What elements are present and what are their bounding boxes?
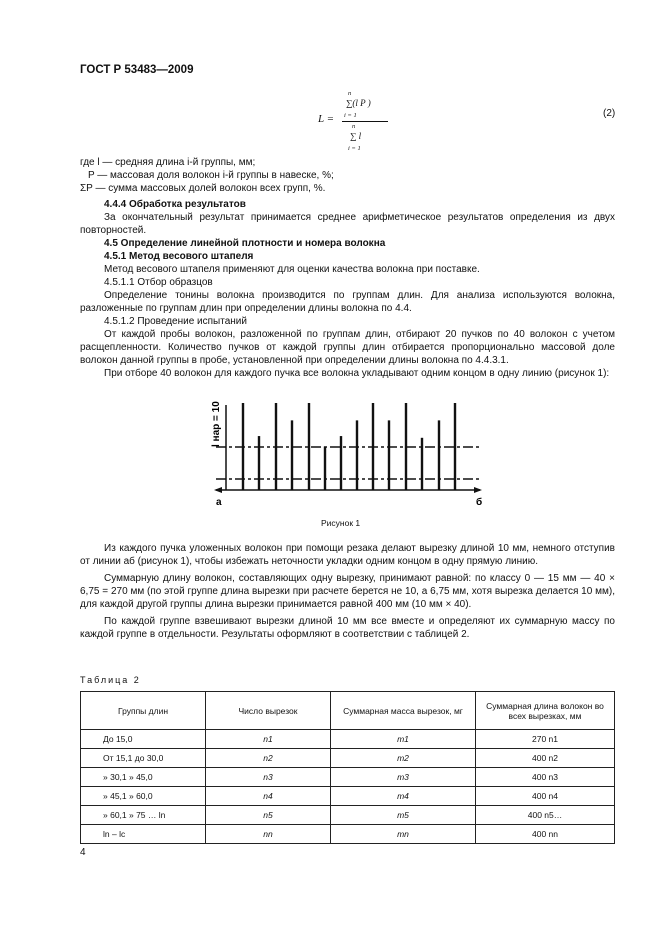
formula-number: (2)	[603, 108, 616, 119]
label-b: б	[476, 497, 483, 508]
column-header: Суммарная длина волокон во всех вырезках, мм	[476, 692, 615, 730]
table-cell: До 15,0	[81, 730, 206, 749]
formula-denominator-lower-limit: i = 1	[348, 145, 361, 152]
table-cell: 400 n5…	[476, 806, 615, 825]
paragraph: Из каждого пучка уложенных волокон при помощи резака делают вырезку длиной 10 мм, немного отступив от линии аб (рисунок 1), чтобы избежать неточности укладки одним концом в одну прямую линию.	[80, 543, 615, 567]
table-cell: » 45,1 » 60,0	[81, 787, 206, 806]
table-cell: mn	[331, 825, 476, 844]
where-item: P — массовая доля волокон i-й группы в навеске, %;	[88, 170, 334, 181]
table-caption: Таблица 2	[80, 675, 141, 685]
table-cell: m1	[331, 730, 476, 749]
table-cell: m4	[331, 787, 476, 806]
formula-numerator-lower-limit: i = 1	[344, 112, 357, 119]
label-a: а	[216, 497, 222, 508]
paragraph: Метод весового штапеля применяют для оценки качества волокна при поставке.	[104, 264, 480, 275]
column-header: Число вырезок	[206, 692, 331, 730]
column-header: Суммарная масса вырезок, мг	[331, 692, 476, 730]
paragraph: За окончательный результат принимается среднее арифметическое результатов определения из двух повторностей.	[80, 212, 615, 236]
table-cell: 400 nn	[476, 825, 615, 844]
page-number: 4	[80, 847, 86, 858]
formula-lhs: L =	[318, 113, 335, 125]
formula-denominator: ∑ l	[350, 131, 362, 141]
section-title: 4.4.4 Обработка результатов	[104, 199, 246, 210]
table-cell: 400 n4	[476, 787, 615, 806]
table-cell: » 60,1 » 75 … ln	[81, 806, 206, 825]
table-header-row	[81, 692, 615, 730]
table-cell: 400 n2	[476, 749, 615, 768]
where-item: где l — средняя длина i-й группы, мм;	[80, 157, 256, 168]
paragraph: Определение тонины волокна производится по группам длин. Для анализа используются волокна, разложенные по группам длин при определении длины волокна по 4.4.	[80, 290, 615, 314]
formula-numerator: ∑(l P )	[346, 98, 371, 108]
arrow-left-icon	[214, 487, 222, 493]
table-cell: nn	[206, 825, 331, 844]
table-cell: n1	[206, 730, 331, 749]
table-row	[81, 825, 615, 844]
table-cell: n2	[206, 749, 331, 768]
formula-denominator-upper-limit: n	[352, 123, 356, 130]
table-row	[81, 806, 615, 825]
section-title: 4.5.1.2 Проведение испытаний	[104, 316, 247, 327]
table-cell: 270 n1	[476, 730, 615, 749]
arrow-right-icon	[474, 487, 482, 493]
where-item: ΣP — сумма массовых долей волокон всех групп, %.	[80, 183, 326, 194]
formula-numerator-upper-limit: n	[348, 90, 352, 97]
paragraph: Суммарную длину волокон, составляющих одну вырезку, принимают равной: по классу 0 — 15 мм — 40 × 6,75 = 270 мм (по этой группе длина вырезки при расчете берется не 10, а 6,75 мм, хотя вырезка делается 10 мм), для каждой другой группы длина вырезки принимается равной 400 мм (10 мм × 40).	[80, 573, 615, 610]
table-cell: n4	[206, 787, 331, 806]
table-cell: n5	[206, 806, 331, 825]
table-row	[81, 787, 615, 806]
table-cell: ln – lc	[81, 825, 206, 844]
table-row	[81, 730, 615, 749]
table-2	[80, 691, 615, 844]
figure-caption: Рисунок 1	[321, 518, 361, 528]
section-title: 4.5.1.1 Отбор образцов	[104, 277, 213, 288]
table-row	[81, 749, 615, 768]
table-cell: » 30,1 » 45,0	[81, 768, 206, 787]
table-cell: m5	[331, 806, 476, 825]
axis-label: l нар = 10	[211, 401, 222, 447]
table-cell: 400 n3	[476, 768, 615, 787]
table-cell: m3	[331, 768, 476, 787]
section-title: 4.5.1 Метод весового штапеля	[104, 251, 254, 262]
column-header: Группы длин	[81, 692, 206, 730]
table-row	[81, 768, 615, 787]
table-cell: n3	[206, 768, 331, 787]
paragraph: От каждой пробы волокон, разложенной по группам длин, отбирают 20 пучков по 40 волокон с учетом расщепленности. Количество пучков от каждой группы длин отбирается пропорционально массовой доле волокон данной группы в пробе, установленной при определении длины волокна по 4.4.3.1.	[80, 329, 615, 366]
table-cell: От 15,1 до 30,0	[81, 749, 206, 768]
paragraph: При отборе 40 волокон для каждого пучка все волокна укладывают одним концом в одну линию (рисунок 1):	[104, 368, 610, 379]
paragraph: По каждой группе взвешивают вырезки длиной 10 мм все вместе и определяют их суммарную массу по каждой группе в отдельности. Результаты оформляют в соответствии с таблицей 2.	[80, 616, 615, 640]
section-title: 4.5 Определение линейной плотности и номера волокна	[104, 238, 386, 249]
document-header: ГОСТ Р 53483—2009	[80, 64, 194, 76]
table-cell: m2	[331, 749, 476, 768]
